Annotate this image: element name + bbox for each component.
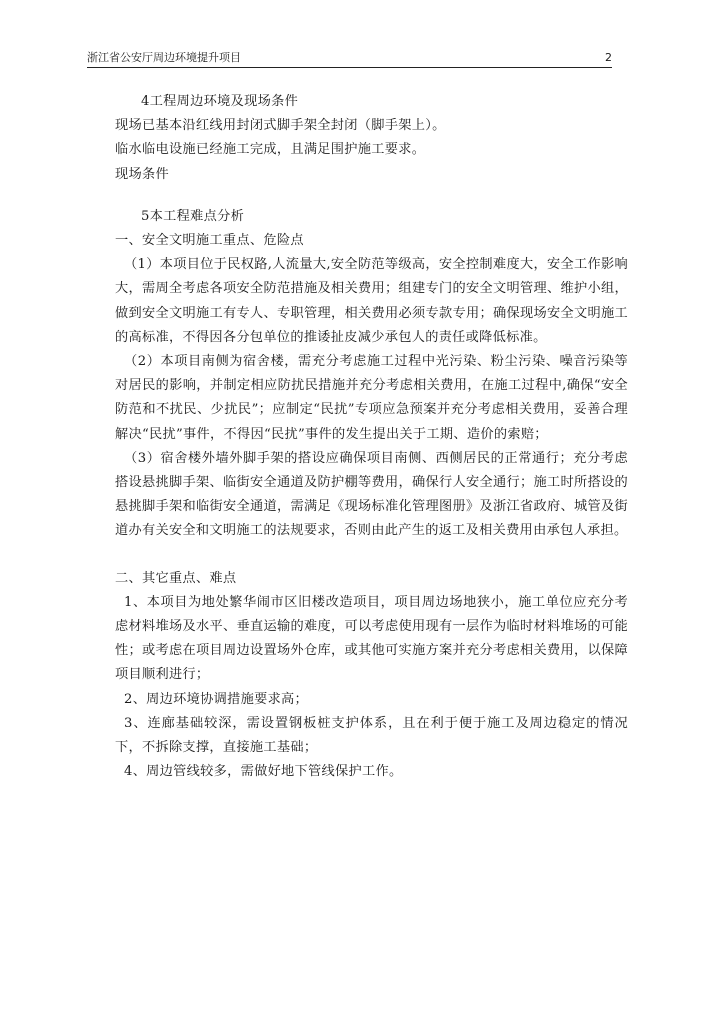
section-4-heading: 4工程周边环境及现场条件: [141, 94, 299, 109]
document-body: [115, 90, 628, 784]
spacer: [115, 544, 628, 567]
document-title: 浙江省公安厅周边环境提升项目: [87, 51, 241, 64]
spacer: [115, 187, 628, 205]
section-4-line: 现场条件: [115, 166, 169, 182]
section-4-line: 现场已基本沿红线用封闭式脚手架全封闭（脚手架上）。: [115, 118, 446, 134]
paragraph: 2、周边环境协调措施要求高；: [124, 691, 309, 707]
paragraph: 1、本项目为地处繁华闹市区旧楼改造项目，项目周边场地狭小，施工单位应充分考虑材料堆场及水平、垂直运输的难度，可以考虑使用现有一层作为临时材料堆场的可能性；或考虑在项目周边设置场外仓库，或其他可实施方案并充分考虑相关费用，以保障项目顺利进行；: [115, 594, 628, 683]
paragraph: 3、连廊基础较深，需设置钢板桩支护体系，且在利于便于施工及周边稳定的情况下，不拆除支撑，直接施工基础；: [115, 715, 628, 756]
subsection-2-heading: 二、其它重点、难点: [115, 570, 237, 586]
subsection-1-heading: 一、安全文明施工重点、危险点: [115, 233, 304, 249]
section-4-line: 临水临电设施已经施工完成，且满足围护施工要求。: [115, 142, 426, 158]
section-5-heading: 5本工程难点分析: [141, 208, 245, 224]
page-number: 2: [605, 51, 612, 64]
paragraph: （2）本项目南侧为宿舍楼，需充分考虑施工过程中光污染、粉尘污染、噪音污染等对居民的影响，并制定相应防扰民措施并充分考虑相关费用，在施工过程中,确保“安全防范和不扰民、少扰民”；应制定“民扰”专项应急预案并充分考虑相关费用，妥善合理解决“民扰”事件，不得因“民扰”事件的发生提出关于工期、造价的索赔；: [115, 354, 628, 442]
paragraph: 4、周边管线较多，需做好地下管线保护工作。: [124, 764, 403, 780]
paragraph: （1）本项目位于民权路,人流量大,安全防范等级高，安全控制难度大，安全工作影响大，需周全考虑各项安全防范措施及相关费用；组建专门的安全文明管理、维护小组，做到安全文明施工有专人、专职管理，相关费用必须专款专用；确保现场安全文明施工的高标准，不得因各分包单位的推诿扯皮减少承包人的责任或降低标准。: [115, 257, 628, 345]
page-header: [87, 50, 612, 68]
paragraph: （3）宿舍楼外墙外脚手架的搭设应确保项目南侧、西侧居民的正常通行；充分考虑搭设悬挑脚手架、临街安全通道及防护棚等费用，确保行人安全通行；施工时所搭设的悬挑脚手架和临街安全通道，需满足《现场标准化管理图册》及浙江省政府、城管及街道办有关安全和文明施工的法规要求，否则由此产生的返工及相关费用由承包人承担。: [115, 450, 628, 539]
